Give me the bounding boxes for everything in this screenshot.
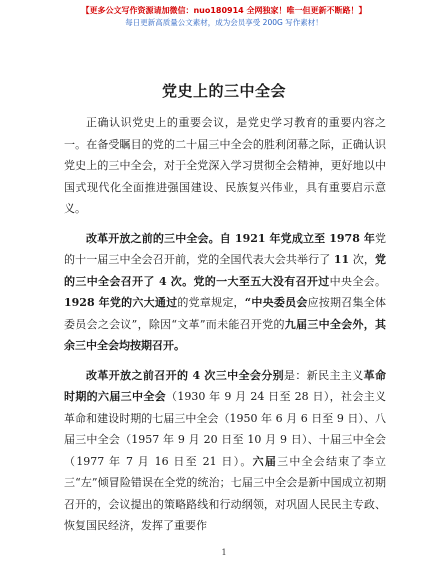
text-run: 中央全会。: [329, 274, 387, 288]
text-run: 三中全会结束了李立三“左”倾冒险错误在全党的统治；七届三中全会是新中国成立初期召开的，会议提出的策略路线和行动纲领，对巩固人民民主专政、恢复国民经济，发挥了重要作: [64, 454, 387, 532]
text-run: （1930 年 9 月 24 日至 28 日），社会主义革命和建设时期的七届三中全会（1950 年 6 月 6 日至 9 日）、八届三中全会（1957 年 9 月 20 日至 10 月 9 日）、十届三中全会（1977 年 7 月 16 日至 21 日）。: [64, 390, 386, 468]
promo-line-2: 每日更新高质量公文素材，成为会员享受 200G 写作素材！: [125, 18, 323, 27]
text-run: 是：新民主主义: [284, 368, 364, 382]
text-run: 正确认识党史上的重要会议，是党史学习教育的重要内容之一。在备受瞩目的党的二十届三中全会的胜利闭幕之际，正确认识党史上的三中全会，对于全党深入学习贯彻全会精神，更好地以中国式现代化全面推进强国建设、民族复兴伟业，具有重要启示意义。: [64, 116, 386, 215]
promo-line-1: 【更多公文写作资源请加微信：nuo180914 全网独家！唯一但更新不断路！】: [81, 6, 367, 15]
bold-text-run: “中央委员会: [244, 296, 308, 309]
bold-text-run: 六届: [252, 454, 278, 468]
bold-text-run: 革命时期的六届三中全会: [64, 368, 387, 403]
text-run: 次，: [349, 253, 376, 266]
document-title: 党史上的三中全会: [161, 82, 286, 100]
bold-text-run: 党的三中全会召开了 4 次。党的一大至五大没有召开过: [64, 253, 387, 288]
bold-text-run: 九届三中全会外，其余三中全会均按期召开。: [64, 317, 387, 352]
bold-text-run: 改革开放之前的三中全会。: [86, 231, 220, 245]
text-run: 党的十一届三中全会召开前，党的全国代表大会共举行了: [64, 231, 386, 266]
bold-text-run: 11: [333, 253, 350, 266]
paragraph-intro: [64, 112, 386, 220]
paragraph-pre-reform: [64, 228, 386, 357]
page-number: 1: [221, 548, 227, 557]
promo-banner: [0, 5, 448, 29]
document-body: [64, 112, 386, 545]
bold-text-run: 1928 年党的六大通过: [64, 296, 178, 309]
text-run: 的党章规定，: [177, 296, 245, 309]
paragraph-four-plenums: [64, 365, 386, 537]
bold-text-run: 改革开放之前召开的 4 次三中全会分别: [86, 368, 285, 382]
bold-text-run: 自 1921 年党成立至 1978 年: [219, 231, 375, 245]
text-run: 应按期召集全体委员会之会议”，除因“文革”而未能召开党的: [64, 296, 386, 331]
